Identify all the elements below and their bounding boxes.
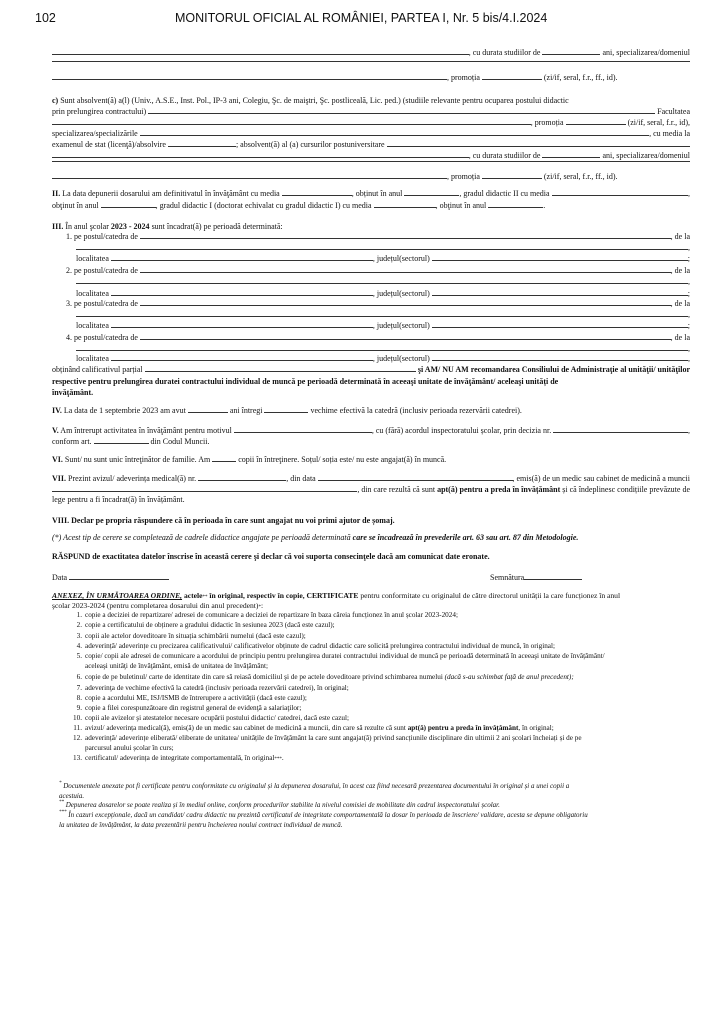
blank-field <box>111 259 373 261</box>
blank-field <box>140 338 671 340</box>
item-text: copii ale avizelor şi atestatelor necesare ocupării postului didactic/ catedrei, dacă este cazul; <box>85 714 350 722</box>
list-item <box>66 723 690 733</box>
recommendation-cont: respective pentru prelungirea duratei contractului individual de muncă pe perioadă determinată în aceeaşi unitate de învăţământ/ aceleaşi unități de <box>52 377 559 386</box>
county-label: , județul(sectorul) <box>372 354 432 363</box>
section-v-intro: Am întrerupt activitatea în învăţământ pentru motivul <box>58 426 234 435</box>
publication-title: MONITORUL OFICIAL AL ROMÂNIEI, PARTEA I, Nr. 5 bis/4.I.2024 <box>175 11 548 25</box>
list-item-continuation <box>85 661 690 671</box>
post-label: pe postul/catedra de <box>72 232 140 241</box>
post-label: pe postul/catedra de <box>72 266 140 275</box>
from-label: , de la <box>670 299 690 308</box>
blank-field <box>69 578 169 580</box>
footnote <box>52 771 690 790</box>
duration-label: , cu durata studiilor de <box>468 151 543 160</box>
line-end: , <box>688 310 690 319</box>
blank-field <box>76 349 688 351</box>
blank-field <box>76 315 688 317</box>
item-text: avizul/ adeverința medical(ă), emis(ă) de un medic sau cabinet de medicină a muncii, din care să rezulte că sunt <box>85 724 408 732</box>
recommendation-cont-line <box>52 376 690 387</box>
item-number: 3. <box>76 632 82 640</box>
footnote-text: la unitatea de învățământ, la data prezentării pentru încheierea noului contract individual de muncă. <box>59 821 343 829</box>
list-item <box>66 753 690 763</box>
item-text: copie a certificatului de obținere a gradului didactic în sesiunea 2023 (dacă este cazul); <box>85 621 335 629</box>
note-line <box>52 532 690 543</box>
obtained-year-label: , obținut în anul <box>351 189 405 198</box>
footnote-mark: ** <box>59 800 64 805</box>
recommendation-text: şi AM/ NU AM recomandarea Consiliului de Administraţie al unităţii/ unităţilor <box>415 365 690 374</box>
section-iii-intro-text: În anul şcolar <box>63 222 111 231</box>
line-end: , <box>688 277 690 286</box>
section-c-promotion-line <box>52 117 690 128</box>
responsibility-line <box>52 551 690 562</box>
item-number: 5. <box>76 652 82 660</box>
blank-field <box>264 411 308 413</box>
law-label: lege pentru a fi încadrat(ă) în învățământ. <box>52 495 185 504</box>
footnote-mark: * <box>59 781 62 786</box>
from-label: , de la <box>670 333 690 342</box>
section-c-blank-line <box>52 160 690 171</box>
footnote <box>52 800 690 819</box>
section-c-intro-cont: prin prelungirea contractului) <box>52 107 149 116</box>
locality-label: localitatea <box>76 254 111 263</box>
item-text: copie de pe buletinul/ carte de identitate din care să reiasă domiciliul şi de pe actele doveditoare privind schimbarea numelui <box>85 673 445 681</box>
footnote-mark: * <box>258 605 261 610</box>
footnote-text: acestuia. <box>59 792 85 800</box>
section-iii-label: III. <box>52 222 64 231</box>
item-number: 8. <box>76 694 82 702</box>
signature-line <box>490 572 610 583</box>
date-label: , din data <box>286 474 318 483</box>
position-1-blank-line <box>76 242 690 253</box>
item-text-end: , în original; <box>518 724 554 732</box>
period: . <box>543 201 546 210</box>
item-number: 11. <box>73 724 82 732</box>
annex-conformity: pentru conformitate cu originalul de către directorul unității la care funcționez în anul <box>358 591 621 600</box>
item-text: certificatul/ adeverința de integritate comportamentală, în original <box>85 754 275 762</box>
position-3-post-line <box>66 298 690 309</box>
list-item <box>66 703 690 713</box>
annex-colon: : <box>260 601 264 610</box>
item-number: 2. <box>76 621 82 629</box>
blank-field <box>198 479 286 481</box>
item-number: 6. <box>76 673 82 681</box>
blank-field <box>482 177 542 179</box>
blank-field <box>148 112 655 114</box>
grade-ii-label: , gradul didactic II cu media <box>459 189 552 198</box>
children-label: copii în întreţinere. Soțul/ soția este/ nu este angajat(ă) în muncă. <box>236 455 447 464</box>
section-iii-intro-end: sunt încadrat(ă) pe perioadă determinată: <box>149 222 283 231</box>
blank-field <box>52 177 447 179</box>
promotion-label: , promoția <box>447 73 482 82</box>
section-ii-line-2 <box>52 200 690 211</box>
section-vi-line <box>52 454 690 465</box>
section-vii-line-1 <box>52 473 690 484</box>
blank-field <box>432 294 688 296</box>
position-3-blank-line <box>76 309 690 320</box>
blank-field <box>140 271 671 273</box>
locality-label: localitatea <box>76 354 111 363</box>
blank-field <box>318 479 513 481</box>
position-number: 1. <box>66 232 72 241</box>
section-c-intro <box>52 95 690 106</box>
post-label: pe postul/catedra de <box>72 299 140 308</box>
item-number: 7. <box>76 684 82 692</box>
blank-field <box>52 123 531 125</box>
labor-code-label: din Codul Muncii. <box>148 437 210 446</box>
promotion-forms: (zi/if, seral, f.r., ff., id). <box>541 73 618 82</box>
exam-label: examenul de stat (licenţă)/absolvire <box>52 140 168 149</box>
blank-field <box>387 145 690 147</box>
specialization-label: ani, specializarea/domeniul <box>600 48 690 57</box>
signature-label: Semnătura <box>490 573 525 582</box>
obtained-year-label: obţinut în anul <box>52 201 101 210</box>
from-label: , de la <box>670 266 690 275</box>
issued-label: , emis(ă) de un medic sau cabinet de medicină a muncii <box>512 474 690 483</box>
blank-field <box>168 145 236 147</box>
blank-field <box>52 160 690 162</box>
section-iv-line <box>52 405 690 416</box>
comma: , <box>688 189 690 198</box>
school-year: 2023 - 2024 <box>110 222 150 231</box>
position-number: 3. <box>66 299 72 308</box>
section-viii-line <box>52 515 690 526</box>
blank-field <box>432 326 688 328</box>
item-text: adeverință/ adeverințe eliberată/ eliberate de unitatea/ unitățile de învățământ la care sunt angajat(ă) privind sancțiunile disciplinare din ultimii 2 ani școlari încheiați și de pe <box>85 734 582 742</box>
blank-field <box>212 460 236 462</box>
list-item <box>66 693 690 703</box>
line-end: , <box>688 344 690 353</box>
section-v-line-1 <box>52 425 690 436</box>
result-label: , din care rezultă că sunt <box>357 485 438 494</box>
locality-label: localitatea <box>76 321 111 330</box>
duration-label: , cu durata studiilor de <box>468 48 543 57</box>
section-vii-line-3 <box>52 494 690 505</box>
prev-studies-promotion-line <box>52 72 690 83</box>
blank-field <box>52 60 690 62</box>
years-label: ani întregi <box>227 406 265 415</box>
grade-i-label: , gradul didactic I (doctorat echivalat cu gradul didactic I) cu media <box>155 201 374 210</box>
county-label: , județul(sectorul) <box>372 254 432 263</box>
blank-field <box>145 370 416 372</box>
annex-original: în original, respectiv în copie, CERTIFICATE <box>207 591 359 600</box>
blank-field <box>432 259 688 261</box>
position-2-blank-line <box>76 276 690 287</box>
position-4-locality-line <box>76 353 690 364</box>
promotion-forms: (zi/if, seral, f.r., id), <box>625 118 690 127</box>
promotion-label: , promoția <box>530 118 566 127</box>
item-text: adeverinţa de vechime efectivă la catedră (inclusiv perioada rezervării catedrei), în original; <box>85 684 349 692</box>
blank-field <box>234 431 372 433</box>
blank-field <box>52 53 469 55</box>
item-number: 9. <box>76 704 82 712</box>
agreement-label: , cu (fără) acordul inspectoratului școlar, prin decizia nr. <box>371 426 554 435</box>
county-label: , județul(sectorul) <box>372 289 432 298</box>
item-text-end: . <box>281 754 284 762</box>
blank-field <box>542 156 600 158</box>
blank-field <box>76 248 688 250</box>
blank-field <box>482 78 542 80</box>
date-line <box>52 572 212 583</box>
position-number: 2. <box>66 266 72 275</box>
item-text-bold: apt(ă) pentru a preda în învățământ <box>407 724 519 732</box>
section-ii-intro: La data depunerii dosarului am definitivatul în învăţământ cu media <box>60 189 282 198</box>
line-end: ; <box>687 321 690 330</box>
list-item <box>66 651 690 661</box>
blank-field <box>432 359 688 361</box>
obtained-year-label: , obţinut în anul <box>435 201 489 210</box>
faculty-label: Facultatea <box>655 107 690 116</box>
blank-field <box>374 206 436 208</box>
comma: , <box>688 426 690 435</box>
list-item <box>66 610 690 620</box>
list-item <box>66 620 690 630</box>
blank-field <box>94 442 149 444</box>
item-number: 4. <box>76 642 82 650</box>
blank-field <box>52 156 469 158</box>
footnote-text: Depunerea dosarelor se poate realiza și în mediul online, conform procedurilor stabilite la nivelul comisiei de mobilitate din cadrul inspectoratului școlar. <box>64 801 500 809</box>
line-end: ; <box>687 289 690 298</box>
position-2-post-line <box>66 265 690 276</box>
item-text-italic: (dacă s-au schimbat față de anul precedent); <box>444 673 574 681</box>
section-vi-label: VI. <box>52 455 63 464</box>
line-end: , <box>688 243 690 252</box>
blank-field <box>76 282 688 284</box>
section-c-faculty-line <box>52 106 690 117</box>
blank-field <box>524 578 582 580</box>
section-v-line-2 <box>52 436 690 447</box>
line-end: , <box>688 354 690 363</box>
item-text: copie a acordului ME, ISJ/ISMB de întrerupere a activității (dacă este cazul); <box>85 694 307 702</box>
blank-field <box>140 134 649 136</box>
media-label: , cu media la <box>649 129 690 138</box>
footnote-mark: *** <box>274 757 282 762</box>
footnote-continuation <box>52 810 690 829</box>
section-c-intro-text: Sunt absolvent(ă) a(l) (Univ., A.S.E., Inst. Pol., IP-3 ani, Colegiu, Şc. de maiştri, Şc. postliceală, Lic. ped.) (studiile relevante pentru ocuparea postului didactic <box>58 96 569 105</box>
list-item <box>66 733 690 743</box>
section-vii-label: VII. <box>52 474 67 483</box>
blank-field <box>111 326 373 328</box>
blank-field <box>52 78 447 80</box>
position-1-post-line <box>66 231 690 242</box>
item-number: 10. <box>73 714 82 722</box>
blank-field <box>542 53 600 55</box>
article-label: conform art. <box>52 437 94 446</box>
footnote-mark: *** <box>59 810 67 815</box>
recommendation-end-line <box>52 387 690 398</box>
item-text: copie a deciziei de repartizare/ adresei de comunicare a deciziei de repartizare în baza căreia funcționez în anul școlar 2023-2024; <box>85 611 458 619</box>
position-3-locality-line <box>76 320 690 331</box>
section-c-specialization-line <box>52 128 690 139</box>
conditions-label: și că îndeplinesc condițiile prevăzute de <box>560 485 690 494</box>
item-number: 13. <box>73 754 82 762</box>
fit-label: apt(ă) pentru a preda în învățământ <box>437 485 561 494</box>
blank-field <box>188 411 228 413</box>
item-text: copie a filei corespunzătoare din registrul general de evidenţă a salariaţilor; <box>85 704 302 712</box>
post-label: pe postul/catedra de <box>72 333 140 342</box>
blank-field <box>140 237 671 239</box>
footnote-text: În cazuri excepționale, dacă un candidat/ cadru didactic nu prezintă certificatul de integritate comportamentală la dosar în perioada de înscriere/ validare, acesta se depune obligatoriu <box>66 811 588 819</box>
promotion-label: , promoția <box>447 172 482 181</box>
from-label: , de la <box>670 232 690 241</box>
section-c-label: c) <box>52 96 59 105</box>
section-iv-label: IV. <box>52 406 62 415</box>
section-c-promotion-line-2 <box>52 171 690 182</box>
list-item <box>66 641 690 651</box>
blank-field <box>52 490 357 492</box>
note-text: (*) Acest tip de cerere se completează de cadrele didactice angajate pe perioadă determinată <box>52 533 353 542</box>
section-c-exam-line <box>52 139 690 150</box>
list-item <box>66 683 690 693</box>
prev-studies-blank-line <box>52 60 690 71</box>
section-vi-intro: Sunt/ nu sunt unic întreţinător de familie. Am <box>62 455 213 464</box>
annex-school-year: şcolar 2023-2024 (pentru completarea dosarului din anul precedent) <box>52 601 259 610</box>
blank-field <box>101 206 156 208</box>
blank-field <box>282 194 352 196</box>
page-number: 102 <box>35 11 56 25</box>
blank-field <box>566 123 626 125</box>
note-emphasis: care se încadrează în prevederile art. 63 sau art. 87 din Metodologie. <box>352 533 579 542</box>
item-text: adeverință/ adeverințe cu precizarea calificativului/ calificativelor obținute de cadrul didactic care solicită prelungirea contractului individual de muncă, în original; <box>85 642 555 650</box>
blank-field <box>111 359 373 361</box>
blank-field <box>404 194 459 196</box>
list-item <box>66 713 690 723</box>
item-text: copii ale actelor doveditoare în situația schimbării numelui (dacă este cazul); <box>85 632 306 640</box>
postgrad-label: ; absolvent(ă) al (a) cursurilor postuniversitare <box>235 140 387 149</box>
position-number: 4. <box>66 333 72 342</box>
item-text: parcursul anului școlar în curs; <box>85 744 174 752</box>
section-vii-intro: Prezint avizul/ adeverința medical(ă) nr. <box>66 474 199 483</box>
footnote-mark: ** <box>202 595 208 600</box>
line-end: ; <box>687 254 690 263</box>
annex-acts: actele <box>182 591 203 600</box>
specialization-label: specializarea/specializările <box>52 129 140 138</box>
item-number: 1. <box>76 611 82 619</box>
section-ii-line-1 <box>52 188 690 199</box>
seniority-label: vechime efectivă la catedră (inclusiv perioada rezervării catedrei). <box>308 406 522 415</box>
section-viii-text: VIII. Declar pe propria răspundere că în perioada în care sunt angajat nu voi primi ajutor de șomaj. <box>52 516 395 525</box>
annex-heading: ANEXEZ, ÎN URMĂTOAREA ORDINE, <box>52 591 183 600</box>
rating-line <box>52 364 690 375</box>
blank-field <box>488 206 543 208</box>
section-ii-label: II. <box>52 189 61 198</box>
blank-field <box>140 304 671 306</box>
position-4-post-line <box>66 332 690 343</box>
recommendation-end: învăţământ. <box>52 388 94 397</box>
blank-field <box>553 431 688 433</box>
prev-studies-duration-line <box>52 47 690 58</box>
blank-field <box>552 194 688 196</box>
section-v-label: V. <box>52 426 59 435</box>
rating-label: obținând calificativul parțial <box>52 365 145 374</box>
promotion-forms: (zi/if, seral, f.r., ff., id). <box>541 172 618 181</box>
county-label: , județul(sectorul) <box>372 321 432 330</box>
footnote-text: Documentele anexate pot fi certificate pentru conformitate cu originalul și la depunerea dosarului, în acest caz fiind necesară prezentarea documentului în original și a unei copii a <box>61 782 570 790</box>
item-number: 12. <box>73 734 82 742</box>
position-1-locality-line <box>76 253 690 264</box>
date-label: Data <box>52 573 70 582</box>
blank-field <box>111 294 373 296</box>
specialization-label: ani, specializarea/domeniul <box>600 151 690 160</box>
item-text: copie/ copii ale adresei de comunicare a acordului de principiu pentru prelungirea duratei contractului individual de muncă pe perioadă determinată în aceeaşi unitate de învățământ/ <box>85 652 605 660</box>
list-item-continuation <box>85 743 690 753</box>
section-iv-intro: La data de 1 septembrie 2023 am avut <box>61 406 188 415</box>
responsibility-text: RĂSPUND de exactitatea datelor înscrise în această cerere şi declar că voi suporta consecinţele dacă am comunicat date eronate. <box>52 552 490 561</box>
list-item <box>66 631 690 641</box>
locality-label: localitatea <box>76 289 111 298</box>
item-text: aceleaşi unităţi de învăţământ, emisă de unitatea de învăţământ; <box>85 662 269 670</box>
list-item <box>66 672 690 682</box>
footnote <box>52 790 690 809</box>
